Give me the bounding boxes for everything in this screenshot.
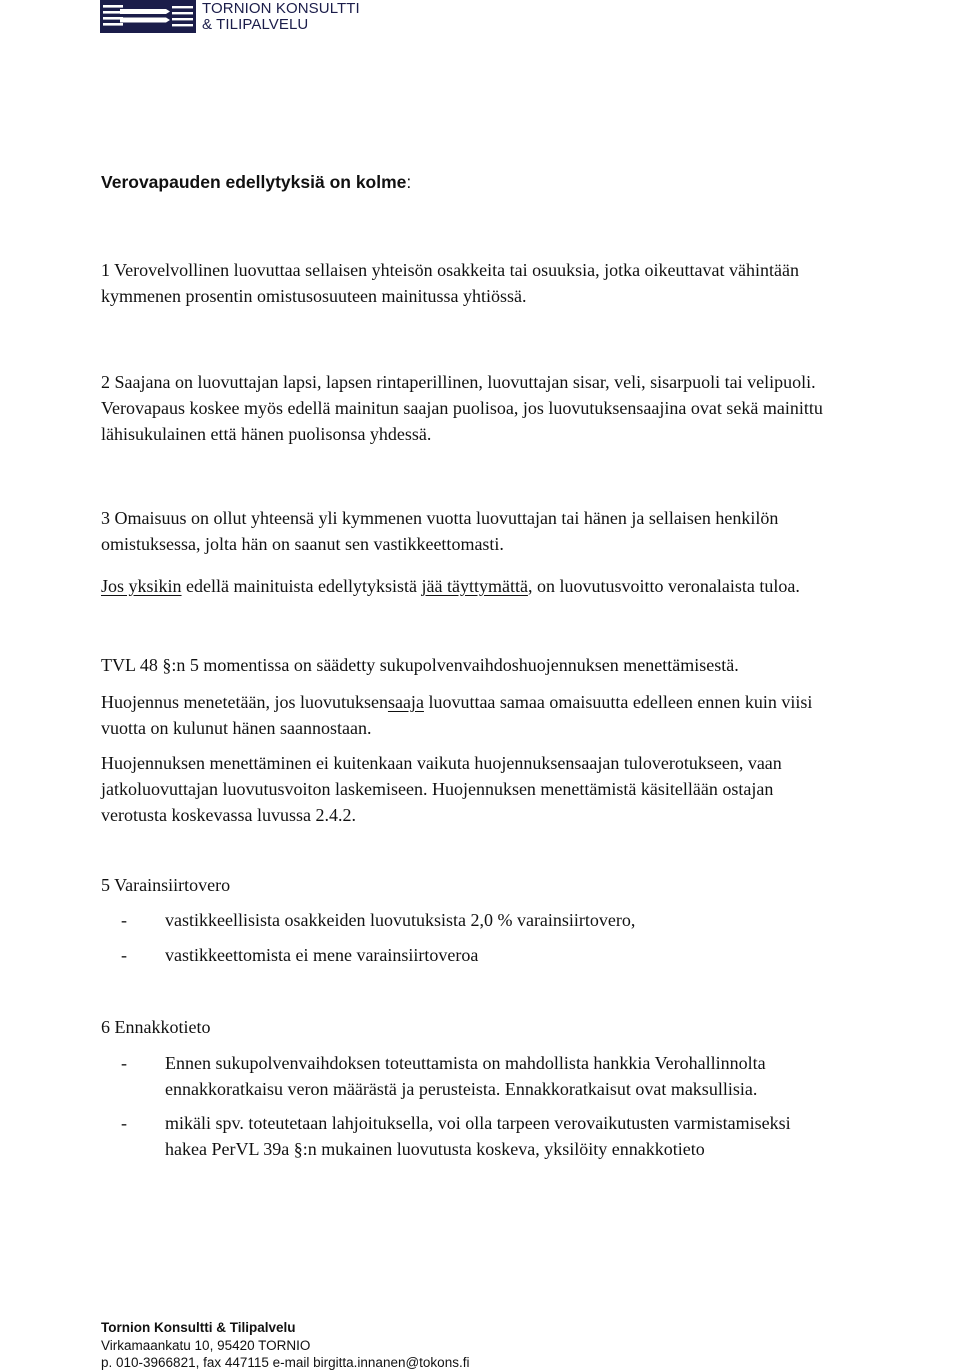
condition-2-line-1: 2 Saajana on luovuttajan lapsi, lapsen rintaperillinen, luovuttajan sisar, veli, sisarpuoli tai velipuoli. bbox=[101, 372, 816, 392]
huojennus-1-text-3: luovuttaa samaa omaisuutta edelleen ennen kuin viisi bbox=[423, 692, 813, 712]
condition-2-line-3: lähisukulainen että hänen puolisonsa yhdessä. bbox=[101, 424, 432, 444]
section-6-bullet-1-line-1: Ennen sukupolvenvaihdoksen toteuttamista on mahdollista hankkia Verohallinnolta bbox=[165, 1053, 766, 1073]
section-6-title-text: 6 Ennakkotieto bbox=[101, 1017, 211, 1037]
condition-1 bbox=[101, 257, 941, 309]
section-6-bullet-2-line-1: mikäli spv. toteutetaan lahjoituksella, voi olla tarpeen verovaikutusten varmistamiseksi bbox=[165, 1113, 791, 1133]
section-6-bullet-2-line-2: hakea PerVL 39a §:n mukainen luovutusta koskeva, yksilöity ennakkotieto bbox=[165, 1139, 705, 1159]
logo-line-1: TORNION KONSULTTI bbox=[202, 0, 360, 17]
underlined-jos-yksikin: Jos yksikin bbox=[101, 576, 182, 596]
section-5-bullet-1-text: vastikkeellisista osakkeiden luovutuksista 2,0 % varainsiirtovero, bbox=[165, 910, 636, 930]
condition-2 bbox=[101, 369, 941, 447]
huojennus-2-line-3: verotusta koskevassa luvussa 2.4.2. bbox=[101, 805, 356, 825]
logo-line-2: & TILIPALVELU bbox=[202, 15, 309, 33]
tvl-paragraph bbox=[101, 652, 941, 678]
footer-company: Tornion Konsultti & Tilipalvelu bbox=[101, 1320, 296, 1335]
section-5-title bbox=[101, 872, 941, 898]
condition-summary-line bbox=[101, 573, 941, 599]
page-footer bbox=[101, 1319, 469, 1372]
underlined-saaja: saaja bbox=[387, 692, 424, 712]
section-6-bullet-1-line-2: ennakkoratkaisu veron määrästä ja perusteista. Ennakkoratkaisut ovat maksullisia. bbox=[165, 1079, 758, 1099]
section-6-title bbox=[101, 1014, 941, 1040]
condition-1-line-2: kymmenen prosentin omistusosuuteen mainitussa yhtiössä. bbox=[101, 286, 527, 306]
condition-text-2: edellä mainituista edellytyksistä bbox=[181, 576, 422, 596]
condition-summary bbox=[101, 573, 941, 599]
logo-text bbox=[202, 1, 360, 32]
huojennus-1-line-2: vuotta on kulunut hänen saannostaan. bbox=[101, 718, 372, 738]
heading-bold: Verovapauden edellytyksiä on kolme bbox=[101, 172, 407, 192]
condition-3-line-2: omistuksessa, jolta hän on saanut sen vastikkeettomasti. bbox=[101, 534, 504, 554]
huojennus-paragraph-1 bbox=[101, 689, 941, 741]
condition-text-4: , on luovutusvoitto veronalaista tuloa. bbox=[527, 576, 800, 596]
bullet-dash: - bbox=[121, 945, 127, 965]
footer-contact: p. 010-3966821, fax 447115 e-mail birgitta.innanen@tokons.fi bbox=[101, 1355, 470, 1370]
section-6-bullet-1-text bbox=[165, 1050, 766, 1102]
section-5-bullet-2-text: vastikkeettomista ei mene varainsiirtoveroa bbox=[165, 945, 479, 965]
footer-address: Virkamaankatu 10, 95420 TORNIO bbox=[101, 1337, 311, 1353]
condition-3-line-1: 3 Omaisuus on ollut yhteensä yli kymmenen vuotta luovuttajan tai hänen ja sellaisen henkilön bbox=[101, 508, 779, 528]
tvl-line-1: TVL 48 §:n 5 momentissa on säädetty sukupolvenvaihdoshuojennuksen menettämisestä. bbox=[101, 655, 739, 675]
section-heading bbox=[101, 172, 411, 193]
underlined-jaa-tayttymatta: jää täyttymättä bbox=[421, 576, 528, 596]
section-6-bullet-2-text bbox=[165, 1110, 791, 1162]
huojennus-2-line-2: jatkoluovuttajan luovutusvoiton laskemiseen. Huojennuksen menettämistä käsitellään ostajan bbox=[101, 779, 774, 799]
heading-colon: : bbox=[406, 172, 412, 192]
huojennus-paragraph-2 bbox=[101, 750, 941, 828]
logo-mark-icon bbox=[100, 0, 196, 33]
huojennus-1-text-1: Huojennus menetetään, jos luovutuksen bbox=[101, 692, 388, 712]
section-5-title-text: 5 Varainsiirtovero bbox=[101, 875, 231, 895]
huojennus-1-line-1 bbox=[101, 689, 941, 715]
bullet-dash: - bbox=[121, 910, 127, 930]
condition-3 bbox=[101, 505, 941, 557]
condition-1-line-1: 1 Verovelvollinen luovuttaa sellaisen yhteisön osakkeita tai osuuksia, jotka oikeuttavat vähintään bbox=[101, 260, 800, 280]
condition-2-line-2: Verovapaus koskee myös edellä mainitun saajan puolisoa, jos luovutuksensaajina ovat sekä mainittu bbox=[101, 398, 823, 418]
company-logo bbox=[100, 0, 360, 36]
huojennus-2-line-1: Huojennuksen menettäminen ei kuitenkaan vaikuta huojennuksensaajan tuloverotukseen, vaan bbox=[101, 753, 782, 773]
bullet-dash: - bbox=[121, 1053, 127, 1073]
bullet-dash: - bbox=[121, 1113, 127, 1133]
